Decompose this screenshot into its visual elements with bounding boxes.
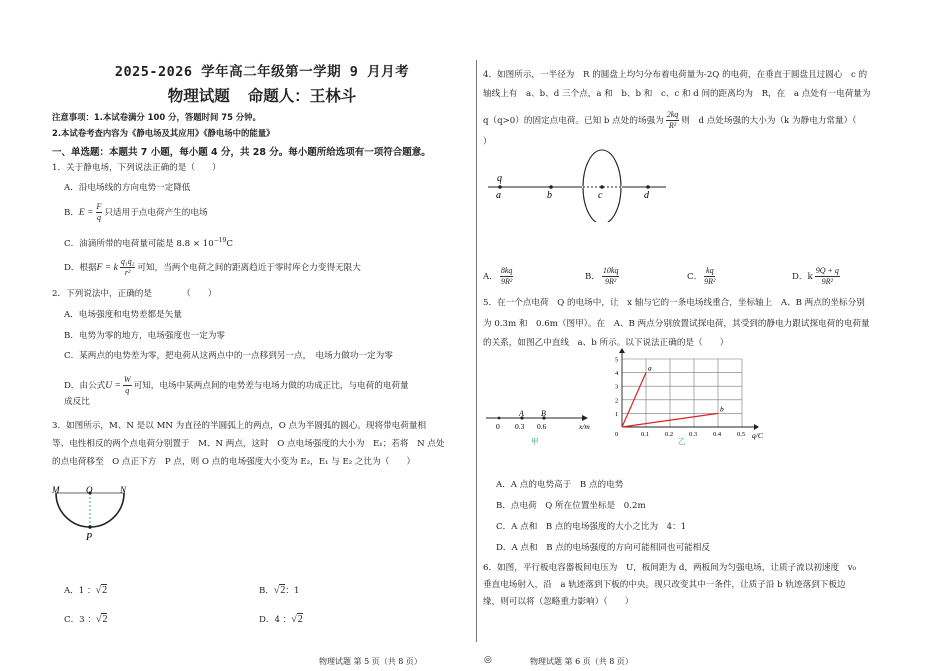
- q3-option-d-text: D．4 ：: [259, 615, 292, 625]
- q4-option-d-denominator: 9R²: [821, 277, 833, 286]
- author-label: 命题人：王林斗: [247, 87, 357, 105]
- q4-option-a-letter: A．: [483, 272, 498, 282]
- x-tick-label-2: 0.3: [689, 431, 698, 438]
- q3-option-a: [64, 585, 107, 598]
- label-p: P: [86, 532, 93, 543]
- q1-option-c: [64, 237, 233, 250]
- q4-option-a-numerator: 8kq: [500, 266, 513, 275]
- q5-option-b: B．点电荷 Q 所在位置坐标是 0.2m: [496, 501, 646, 511]
- q4-line-3: [483, 110, 856, 131]
- q5-option-c: C．A 点和 B 点的电场强度的大小之比为 4：1: [496, 522, 687, 532]
- q4-option-c: [687, 266, 717, 287]
- y-tick-label-3: 4: [615, 370, 619, 378]
- tick-0-6: 0.6: [537, 422, 547, 431]
- series-label-b: b: [720, 404, 724, 414]
- series-label-a: a: [648, 363, 652, 373]
- point-p: [88, 525, 92, 529]
- chart-caption: 乙: [678, 437, 686, 445]
- q4-line-1: 4．如图所示，一半径为 R 的圆盘上均匀分布着电荷量为-2Q 的电荷，在垂直于圆盘且过圆心 c 的: [483, 70, 868, 80]
- q4-disk-figure: [486, 146, 686, 222]
- exam-subtitle: [92, 84, 432, 106]
- q5-option-a: A．A 点的电势高于 B 点的电势: [496, 480, 624, 490]
- q4-option-b: [585, 266, 621, 287]
- x-tick-label-1: 0.2: [665, 431, 674, 438]
- q3-option-a-sqrt: √2: [95, 585, 108, 596]
- q3-line-2: 等、电性相反的两个点电荷分别置于 M、N 两点，这时 O 点电场强度的大小为 E₁；若将 N 点处: [52, 439, 445, 449]
- q1-option-b: [64, 202, 208, 223]
- chart-grid: [622, 359, 742, 427]
- y-tick-label-4: 5: [615, 356, 619, 364]
- q2-option-d-prefix: D．由公式: [64, 381, 106, 391]
- q2-option-a: A．电场强度和电势差都是矢量: [64, 310, 182, 320]
- q5-line-3: 的关系，如图乙中直线 a、b 所示。以下说法正确的是（ ）: [483, 338, 729, 348]
- q1-option-d-prefix: D．根据: [64, 263, 97, 273]
- x-axis-arrow-icon: [582, 415, 588, 421]
- q3-option-b: [259, 585, 299, 598]
- q1-option-d-text: 可知，当两个电荷之间的距离趋近于零时库仑力变得无限大: [137, 263, 361, 273]
- label-b: b: [547, 190, 552, 201]
- q1-stem: 1．关于静电场，下列说法正确的是（ ）: [52, 163, 221, 173]
- q5-line-1: 5．在一个点电荷 Q 的电场中，让 x 轴与它的一条电场线重合，坐标轴上 A、B 两点的坐标分别: [483, 298, 865, 308]
- y-axis-arrow-icon: [619, 348, 625, 353]
- q1-option-b-denominator: q: [96, 213, 101, 222]
- q1-option-a: A．沿电场线的方向电势一定降低: [64, 183, 191, 193]
- q4-option-a: [483, 266, 515, 287]
- q4-option-c-denominator: 9R²: [704, 277, 716, 286]
- x-tick-label-3: 0.4: [713, 431, 722, 438]
- q4-option-a-fraction: [500, 266, 514, 287]
- label-a: a: [496, 190, 501, 201]
- note-2: 2.本试卷考查内容为《静电场及其应用》《静电场中的能量》: [52, 128, 275, 138]
- q1-option-b-numerator: F: [96, 202, 102, 211]
- q3-option-c-sqrt: √2: [95, 614, 108, 625]
- q4-option-d-letter: D．k: [792, 272, 813, 282]
- q6-line-1: 6．如图，平行板电容器板间电压为 U，板间距为 d，两板间为匀强电场，让质子流以初速度 v₀: [483, 563, 856, 573]
- q4-option-d: [792, 266, 842, 287]
- q1-option-b-lhs: E =: [78, 208, 94, 218]
- label-a-jia: A: [519, 409, 524, 418]
- q3-option-b-post: ：1: [285, 586, 300, 596]
- point-a: [498, 185, 502, 189]
- q3-option-a-radicand: 2: [102, 585, 108, 596]
- q4-option-c-letter: C．: [687, 272, 703, 282]
- q6-line-2: 垂直电场射入，沿 a 轨迹落到下板的中央。现只改变其中一条件，让质子沿 b 轨迹落到下板边: [483, 580, 846, 590]
- exam-title: 2025-2026 学年高二年级第一学期 9 月月考: [114, 64, 410, 80]
- q1-option-d-denominator: r²: [124, 268, 131, 277]
- q2-option-d: [64, 375, 409, 396]
- footer-page-6: 物理试题 第 6 页（共 8 页）: [530, 657, 633, 666]
- footer-page-5: 物理试题 第 5 页（共 8 页）: [319, 657, 422, 666]
- q1-option-b-fraction: [96, 202, 103, 223]
- q4-option-b-denominator: 9R²: [605, 277, 617, 286]
- section-heading: 一、单选题：本题共 7 小题，每小题 4 分，共 28 分。每小题所给选项有一项符合题意。: [52, 147, 431, 158]
- q5-line-2: 为 0.3m 和 0.6m（图甲）。在 A、B 两点分别放置试探电荷，其受到的静电力跟试探电荷的电荷量: [483, 319, 870, 329]
- label-d: d: [644, 190, 649, 201]
- q2-option-d-numerator: W: [123, 375, 131, 384]
- q3-option-c-text: C．3 ：: [64, 615, 96, 625]
- caption-jia: 甲: [531, 437, 539, 446]
- y-tick-label-0: 1: [615, 410, 619, 418]
- q4-option-b-fraction: [602, 266, 620, 287]
- q5-figure-jia: [484, 408, 596, 448]
- origin-label: 0: [615, 431, 619, 438]
- q4-option-d-numerator: 9Q + q: [815, 266, 839, 275]
- q3-line-1: 3．如图所示，M、N 是以 MN 为直径的半圆弧上的两点，O 点为半圆弧的圆心。现将带电荷量相: [52, 421, 427, 431]
- q4-option-d-fraction: [815, 266, 840, 287]
- q1-option-d: [64, 257, 361, 278]
- q3-option-d-sqrt: √2: [291, 614, 303, 625]
- q3-option-a-text: A．1 ：: [64, 586, 96, 596]
- q1-option-d-lhs: F = k: [96, 263, 118, 273]
- x-axis-arrow-icon: [754, 424, 759, 430]
- label-q: q: [497, 173, 502, 184]
- q2-option-d-fraction: [123, 375, 132, 396]
- point-c: [600, 185, 604, 189]
- footer-center-mark: ◎: [484, 655, 492, 665]
- q4-field-denominator: R²: [668, 121, 677, 130]
- label-m: M: [52, 485, 60, 495]
- column-divider: [476, 60, 477, 642]
- point-b: [549, 185, 553, 189]
- x-tick-label-4: 0.5: [737, 431, 746, 438]
- q4-line-3-pre: q（q>0）的固定点电荷。已知 b 点处的场强为: [483, 116, 664, 126]
- q5-option-d: D．A 点和 B 点的电场强度的方向可能相同也可能相反: [496, 543, 710, 553]
- y-tick-label-2: 3: [615, 383, 619, 391]
- label-o: O: [86, 485, 93, 495]
- q4-option-c-fraction: [704, 266, 715, 287]
- q2-option-d-lhs: U =: [105, 381, 121, 391]
- q1-option-c-text: C．油滴所带的电荷量可能是 8.8 × 10: [64, 238, 214, 249]
- q6-line-3: 缘，则可以将（忽略重力影响）（ ）: [483, 597, 634, 607]
- q2-option-d-line2: 成反比: [64, 397, 90, 407]
- q5-figure-yi-chart: [594, 347, 764, 445]
- q4-field-numerator: 2kq: [666, 110, 679, 119]
- q2-stem: 2．下列说法中，正确的是 （ ）: [52, 289, 217, 299]
- q3-option-d-radicand: 2: [297, 614, 303, 625]
- q4-option-a-denominator: 9R²: [500, 277, 513, 286]
- x-tick-label-0: 0.1: [641, 431, 650, 438]
- q4-option-b-letter: B．: [585, 272, 600, 282]
- q2-option-d-text: 可知，电场中某两点间的电势差与电场力做的功成正比，与电荷的电荷量: [133, 381, 409, 391]
- q2-option-b: B．电势为零的地方，电场强度也一定为零: [64, 331, 226, 341]
- q2-option-c: C．某两点的电势差为零，把电荷从这两点中的一点移到另一点， 电场力做功一定为零: [64, 351, 393, 361]
- label-c: c: [598, 190, 603, 201]
- q2-option-d-denominator: q: [125, 386, 130, 395]
- q1-option-d-fraction: [120, 257, 136, 278]
- q3-option-b-text: B．: [259, 586, 274, 596]
- y-tick-label-1: 2: [615, 397, 619, 405]
- q1-option-b-text: 只适用于点电荷产生的电场: [104, 208, 208, 218]
- q1-option-c-exponent: −19: [213, 237, 227, 244]
- q4-line-2: 轴线上有 a、b、d 三个点，a 和 b、b 和 c、c 和 d 间的距离均为 R，在 a 点处有一电荷量为: [483, 89, 871, 99]
- q3-option-d: [259, 614, 303, 627]
- tick-0-3: 0.3: [515, 422, 525, 431]
- x-axis-label-jia: x/m: [579, 422, 590, 431]
- chart-x-axis-label: q/C: [752, 431, 763, 440]
- q3-line-3: 的点电荷移至 O 点正下方 P 点，则 O 点的电场强度大小变为 E₂，E₁ 与 E₂ 之比为（ ）: [52, 457, 416, 467]
- q4-line-4: ）: [483, 137, 492, 147]
- q1-option-b-prefix: B．: [64, 208, 79, 218]
- q4-option-c-numerator: kq: [706, 266, 714, 275]
- q3-option-c: [64, 614, 107, 627]
- q4-field-fraction: [666, 110, 680, 131]
- q1-option-d-numerator: q₁q₂: [120, 257, 135, 266]
- chart-series: [622, 364, 724, 427]
- subject-label: 物理试题: [167, 87, 230, 105]
- origin-point: [498, 417, 501, 420]
- q3-option-b-radicand: 2: [280, 585, 286, 596]
- label-b-jia: B: [541, 409, 546, 418]
- label-n: N: [120, 485, 127, 495]
- point-d: [646, 185, 650, 189]
- q4-line-3-post: 则 d 点处场强的大小为（k 为静电力常量）（: [681, 116, 857, 126]
- q3-option-c-radicand: 2: [102, 614, 108, 625]
- q3-semicircle-figure: [46, 484, 136, 546]
- tick-0: 0: [496, 422, 500, 431]
- note-1: 注意事项：1.本试卷满分 100 分，答题时间 75 分钟。: [52, 112, 261, 122]
- q4-option-b-numerator: 10kq: [602, 266, 619, 275]
- q1-option-c-unit: C: [226, 238, 233, 249]
- q3-option-b-sqrt: √2: [273, 585, 286, 596]
